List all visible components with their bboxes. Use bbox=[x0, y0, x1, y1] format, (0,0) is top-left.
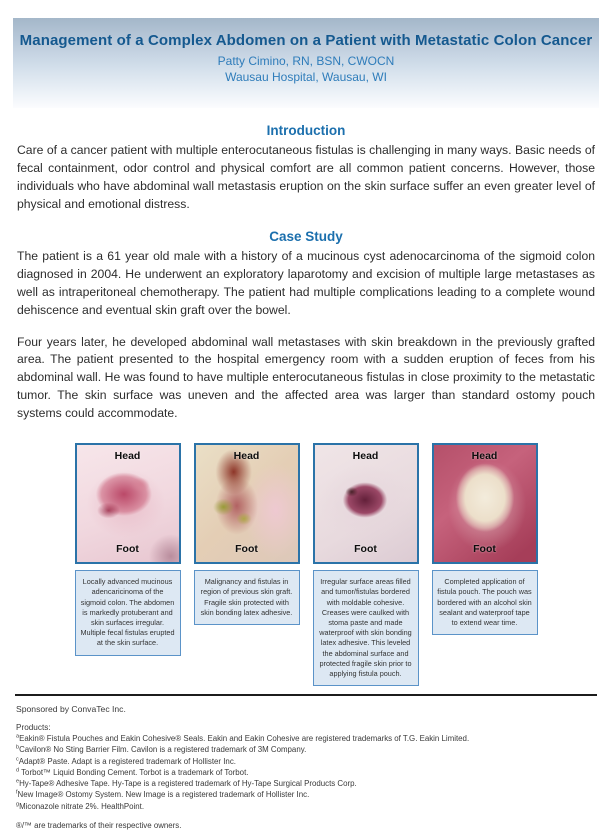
poster-affiliation: Wausau Hospital, Wausau, WI bbox=[225, 70, 387, 84]
photo-1-foot-label: Foot bbox=[116, 543, 139, 556]
case-study-paragraph-2: Four years later, he developed abdominal wall metastases with skin breakdown in the previously grafted area. The patient presented to the hospital emergency room with a sudden eruption of feces from his abdominal wall. He was found to have multiple enterocutaneous fistulas in close proximity to the metastatic tumor. The skin surface was uneven and the affected area was larger than standard ostomy pouch systems could accommodate. bbox=[17, 334, 595, 421]
section-heading-introduction: Introduction bbox=[266, 123, 346, 138]
product-4-superscript: d bbox=[16, 767, 20, 774]
photo-3-foot-label: Foot bbox=[354, 543, 377, 556]
poster-page bbox=[0, 18, 612, 830]
product-line-2 bbox=[16, 744, 597, 755]
product-line-7 bbox=[16, 801, 597, 812]
products-label: Products: bbox=[16, 723, 51, 733]
product-6-superscript: f bbox=[16, 789, 18, 796]
poster-author: Patty Cimino, RN, BSN, CWOCN bbox=[217, 54, 395, 68]
poster-title: Management of a Complex Abdomen on a Patient with Metastatic Colon Cancer bbox=[19, 32, 593, 49]
photo-4-head-label: Head bbox=[471, 450, 498, 463]
section-heading-case-study: Case Study bbox=[269, 228, 343, 244]
photo-3-head-label: Head bbox=[352, 450, 379, 463]
product-3-text: Adapt® Paste. Adapt is a registered trademark of Hollister Inc. bbox=[18, 756, 236, 766]
figure-1-caption: Locally advanced mucinous adencaricinoma of the sigmoid colon. The abdomen is markedly protuberant and skin surfaces irregular. Multiple fecal fistulas erupted at the skin surface. bbox=[75, 570, 181, 655]
product-5-superscript: e bbox=[16, 778, 20, 785]
figure-column-4 bbox=[432, 443, 538, 635]
product-line-4 bbox=[16, 767, 597, 778]
product-1-superscript: a bbox=[16, 733, 20, 740]
figure-4-caption: Completed application of fistula pouch. The pouch was bordered with an alcohol skin sealant and waterproof tape to extend wear time. bbox=[432, 570, 538, 635]
figure-3-caption: Irregular surface areas filled and tumor/fistulas bordered with moldable cohesive. Creases were caulked with stoma paste and made waterproof with skin bonding latex adhesive. This leveled the abdominal surface and protected fragile skin prior to applying fistula pouch. bbox=[313, 570, 419, 686]
photo-4-foot-label: Foot bbox=[473, 543, 496, 556]
figure-2-caption: Malignancy and fistulas in region of previous skin graft. Fragile skin protected with skin bonding latex adhesive. bbox=[194, 570, 300, 625]
photo-1-head-label: Head bbox=[114, 450, 141, 463]
sponsor-line: Sponsored by ConvaTec Inc. bbox=[16, 704, 126, 715]
figure-column-3 bbox=[313, 443, 419, 686]
figure-row bbox=[17, 443, 595, 686]
clinical-photo-2 bbox=[194, 443, 300, 564]
clinical-photo-3 bbox=[313, 443, 419, 564]
clinical-photo-1 bbox=[75, 443, 181, 564]
product-line-3 bbox=[16, 756, 597, 767]
product-2-text: Cavilon® No Sting Barrier Film. Cavilon is a registered trademark of 3M Company. bbox=[19, 745, 307, 755]
product-3-superscript: c bbox=[16, 756, 19, 763]
clinical-photo-4 bbox=[432, 443, 538, 564]
product-line-5 bbox=[16, 778, 597, 789]
photo-2-head-label: Head bbox=[233, 450, 260, 463]
case-study-paragraph-1: The patient is a 61 year old male with a history of a mucinous cyst adenocarcinoma of the sigmoid colon diagnosed in 2004. He underwent an exploratory laparotomy and excision of multiple large metastases as well as intraperitoneal chemotherapy. The patient had multiple complications leading to a complete wound dehiscence and eventual skin graft over the bowel. bbox=[17, 248, 595, 317]
photo-2-foot-label: Foot bbox=[235, 543, 258, 556]
trademark-note: ®/™ are trademarks of their respective owners. bbox=[16, 820, 182, 830]
poster-header bbox=[13, 18, 599, 108]
poster-footer bbox=[15, 694, 597, 830]
product-1-text: Eakin® Fistula Pouches and Eakin Cohesive® Seals. Eakin and Eakin Cohesive are registered trademarks of T.G. Eakin Limited. bbox=[19, 734, 470, 744]
product-7-text: Miconazole nitrate 2%. HealthPoint. bbox=[19, 801, 145, 811]
poster-body bbox=[17, 123, 595, 686]
product-line-1 bbox=[16, 733, 597, 744]
figure-column-1 bbox=[75, 443, 181, 655]
product-line-6 bbox=[16, 789, 597, 800]
product-2-superscript: b bbox=[16, 744, 20, 751]
product-4-text: Torbot™ Liquid Bonding Cement. Torbot is a trademark of Torbot. bbox=[19, 767, 249, 777]
figure-column-2 bbox=[194, 443, 300, 625]
introduction-paragraph: Care of a cancer patient with multiple enterocutaneous fistulas is challenging in many ways. Basic needs of fecal containment, odor control and physical comfort are all common patient concerns. However, those individuals who have abdominal wall metastasis eruption on the skin surface suffer an even greater level of physical and emotional distress. bbox=[17, 143, 595, 211]
footer-divider bbox=[15, 694, 597, 696]
product-7-superscript: g bbox=[16, 800, 20, 807]
product-6-text: New Image® Ostomy System. New Image is a registered trademark of Hollister Inc. bbox=[17, 790, 310, 800]
product-5-text: Hy-Tape® Adhesive Tape. Hy-Tape is a registered trademark of Hy-Tape Surgical Products Corp. bbox=[19, 779, 357, 789]
